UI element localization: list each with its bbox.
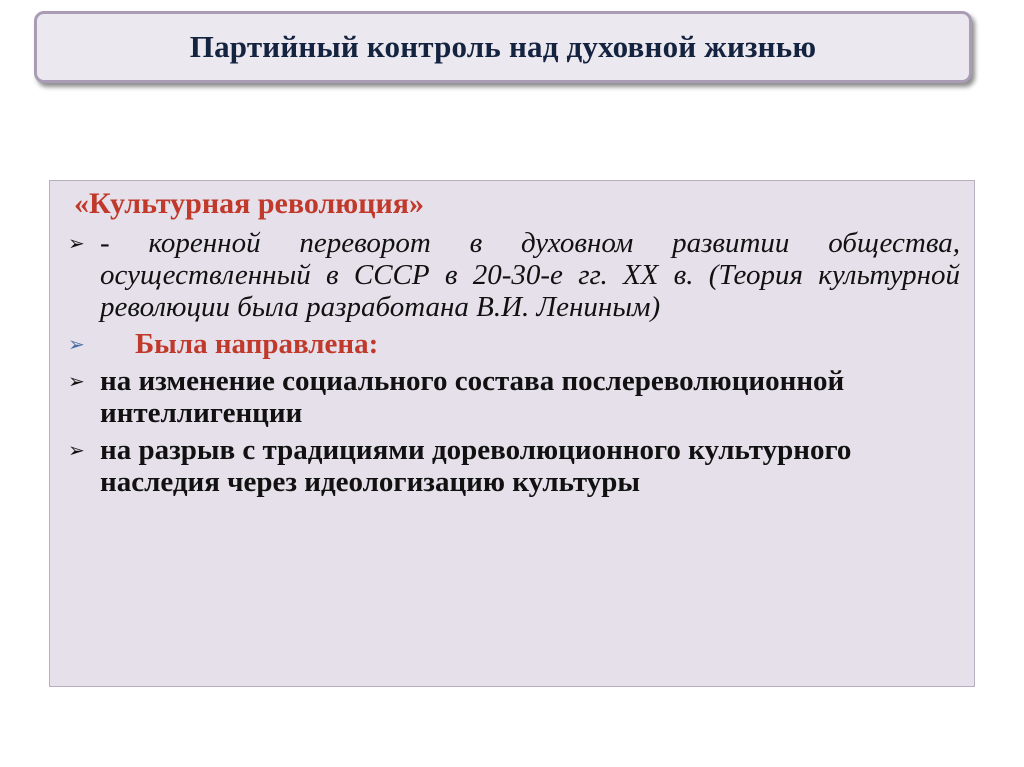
direction-label: Была направлена: xyxy=(135,328,379,360)
arrow-bullet-icon: ➢ xyxy=(68,332,85,356)
slide-title: Партийный контроль над духовной жизнью xyxy=(189,29,817,64)
section-heading: «Культурная революция» xyxy=(74,187,425,220)
list-item-direction xyxy=(66,328,960,360)
arrow-bullet-icon: ➢ xyxy=(68,438,85,462)
content-panel xyxy=(49,180,975,687)
social-change-text: на изменение социального состава послереволюционной интеллигенции xyxy=(100,365,845,429)
arrow-bullet-icon: ➢ xyxy=(68,369,85,393)
tradition-break-text: на разрыв с традициями дореволюционного культурного наследия через идеологизацию культуры xyxy=(100,434,852,498)
definition-text: - коренной переворот в духовном развитии общества, осуществленный в СССР в 20-30-е гг. XX в. (Теория культурной революции была разработана В.И. Лениным) xyxy=(100,227,960,323)
arrow-bullet-icon: ➢ xyxy=(68,231,85,255)
list-item-tradition xyxy=(66,434,960,498)
list-item-social xyxy=(66,365,960,429)
list-item-definition xyxy=(66,227,960,323)
title-box xyxy=(34,11,972,83)
